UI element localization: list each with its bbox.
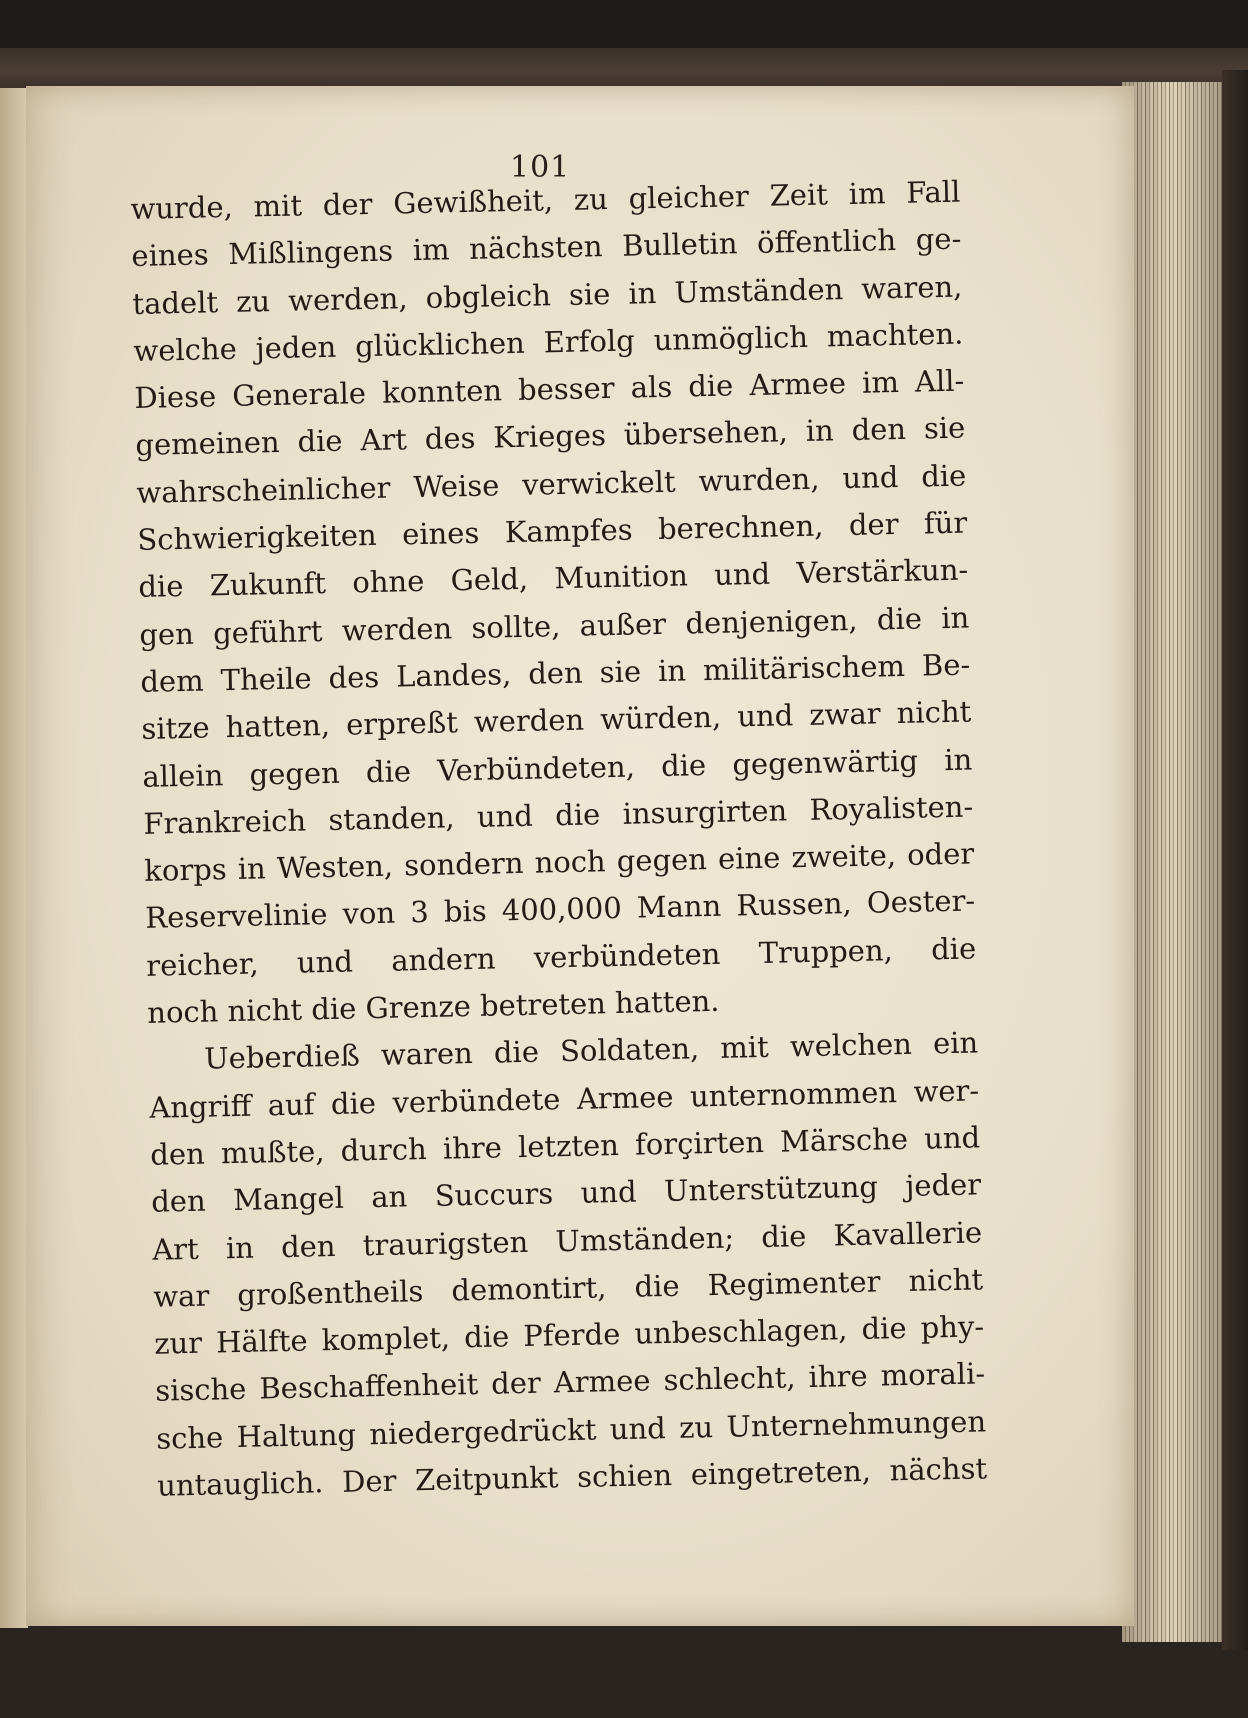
text-line: Diese Generale konnten besser als die Armee im All- — [134, 363, 965, 416]
text-line: reicher, und andern verbündeten Truppen, die — [145, 931, 977, 983]
text-line: den mußte, durch ihre letzten forçirten Märsche und — [149, 1120, 981, 1172]
text-line: gen geführt werden sollte, außer denjenigen, die in — [139, 600, 970, 652]
text-line: wurde, mit der Gewißheit, zu gleicher Zeit im Fall — [130, 174, 961, 226]
text-line: eines Mißlingens im nächsten Bulletin öffentlich ge- — [131, 221, 962, 274]
text-line: korps in Westen, sondern noch gegen eine zweite, oder — [143, 836, 975, 889]
text-line: Frankreich standen, und die insurgirten Royalisten- — [143, 789, 974, 841]
text-line: zur Hälfte komplet, die Pferde unbeschlagen, die phy- — [153, 1309, 985, 1361]
text-line: welche jeden glücklichen Erfolg unmöglich machten. — [133, 316, 964, 368]
text-line: den Mangel an Succurs und Unterstützung jeder — [150, 1167, 982, 1220]
text-line: noch nicht die Grenze betreten hatten. — [146, 983, 720, 1030]
text-line: Ueberdieß waren die Soldaten, mit welchen ein — [203, 1025, 979, 1076]
text-line: gemeinen die Art des Krieges übersehen, in den sie — [135, 411, 966, 463]
text-line: war großentheils demontirt, die Regimenter nicht — [152, 1262, 984, 1314]
text-line: Art in den traurigsten Umständen; die Kavallerie — [151, 1214, 983, 1267]
text-line: die Zukunft ohne Geld, Munition und Verstärkun- — [138, 552, 969, 605]
text-line: Reservelinie von 3 bis 400,000 Mann Russen, Oester- — [144, 883, 976, 936]
text-line: Angriff auf die verbündete Armee unternommen wer- — [148, 1073, 980, 1125]
text-line: sische Beschaffenheit der Armee schlecht, ihre morali- — [154, 1356, 986, 1409]
text-line: allein gegen die Verbündeten, die gegenwärtig in — [142, 742, 973, 794]
text-line: Schwierigkeiten eines Kampfes berechnen, der für — [137, 505, 968, 557]
text-line: wahrscheinlicher Weise verwickelt wurden, und die — [136, 458, 967, 510]
text-line: untauglich. Der Zeitpunkt schien eingetreten, nächst — [156, 1451, 988, 1503]
page-number: 101 — [510, 150, 571, 185]
text-line: sitze hatten, erpreßt werden würden, und zwar nicht — [141, 694, 972, 747]
text-line: tadelt zu werden, obgleich sie in Umständen waren, — [132, 269, 963, 321]
book-cover-right-edge — [1222, 70, 1248, 1650]
page-text — [130, 169, 988, 1510]
text-line: sche Haltung niedergedrückt und zu Unternehmungen — [155, 1404, 987, 1456]
previous-page-edge — [0, 88, 28, 1628]
text-line: dem Theile des Landes, den sie in militärischem Be- — [140, 647, 971, 699]
